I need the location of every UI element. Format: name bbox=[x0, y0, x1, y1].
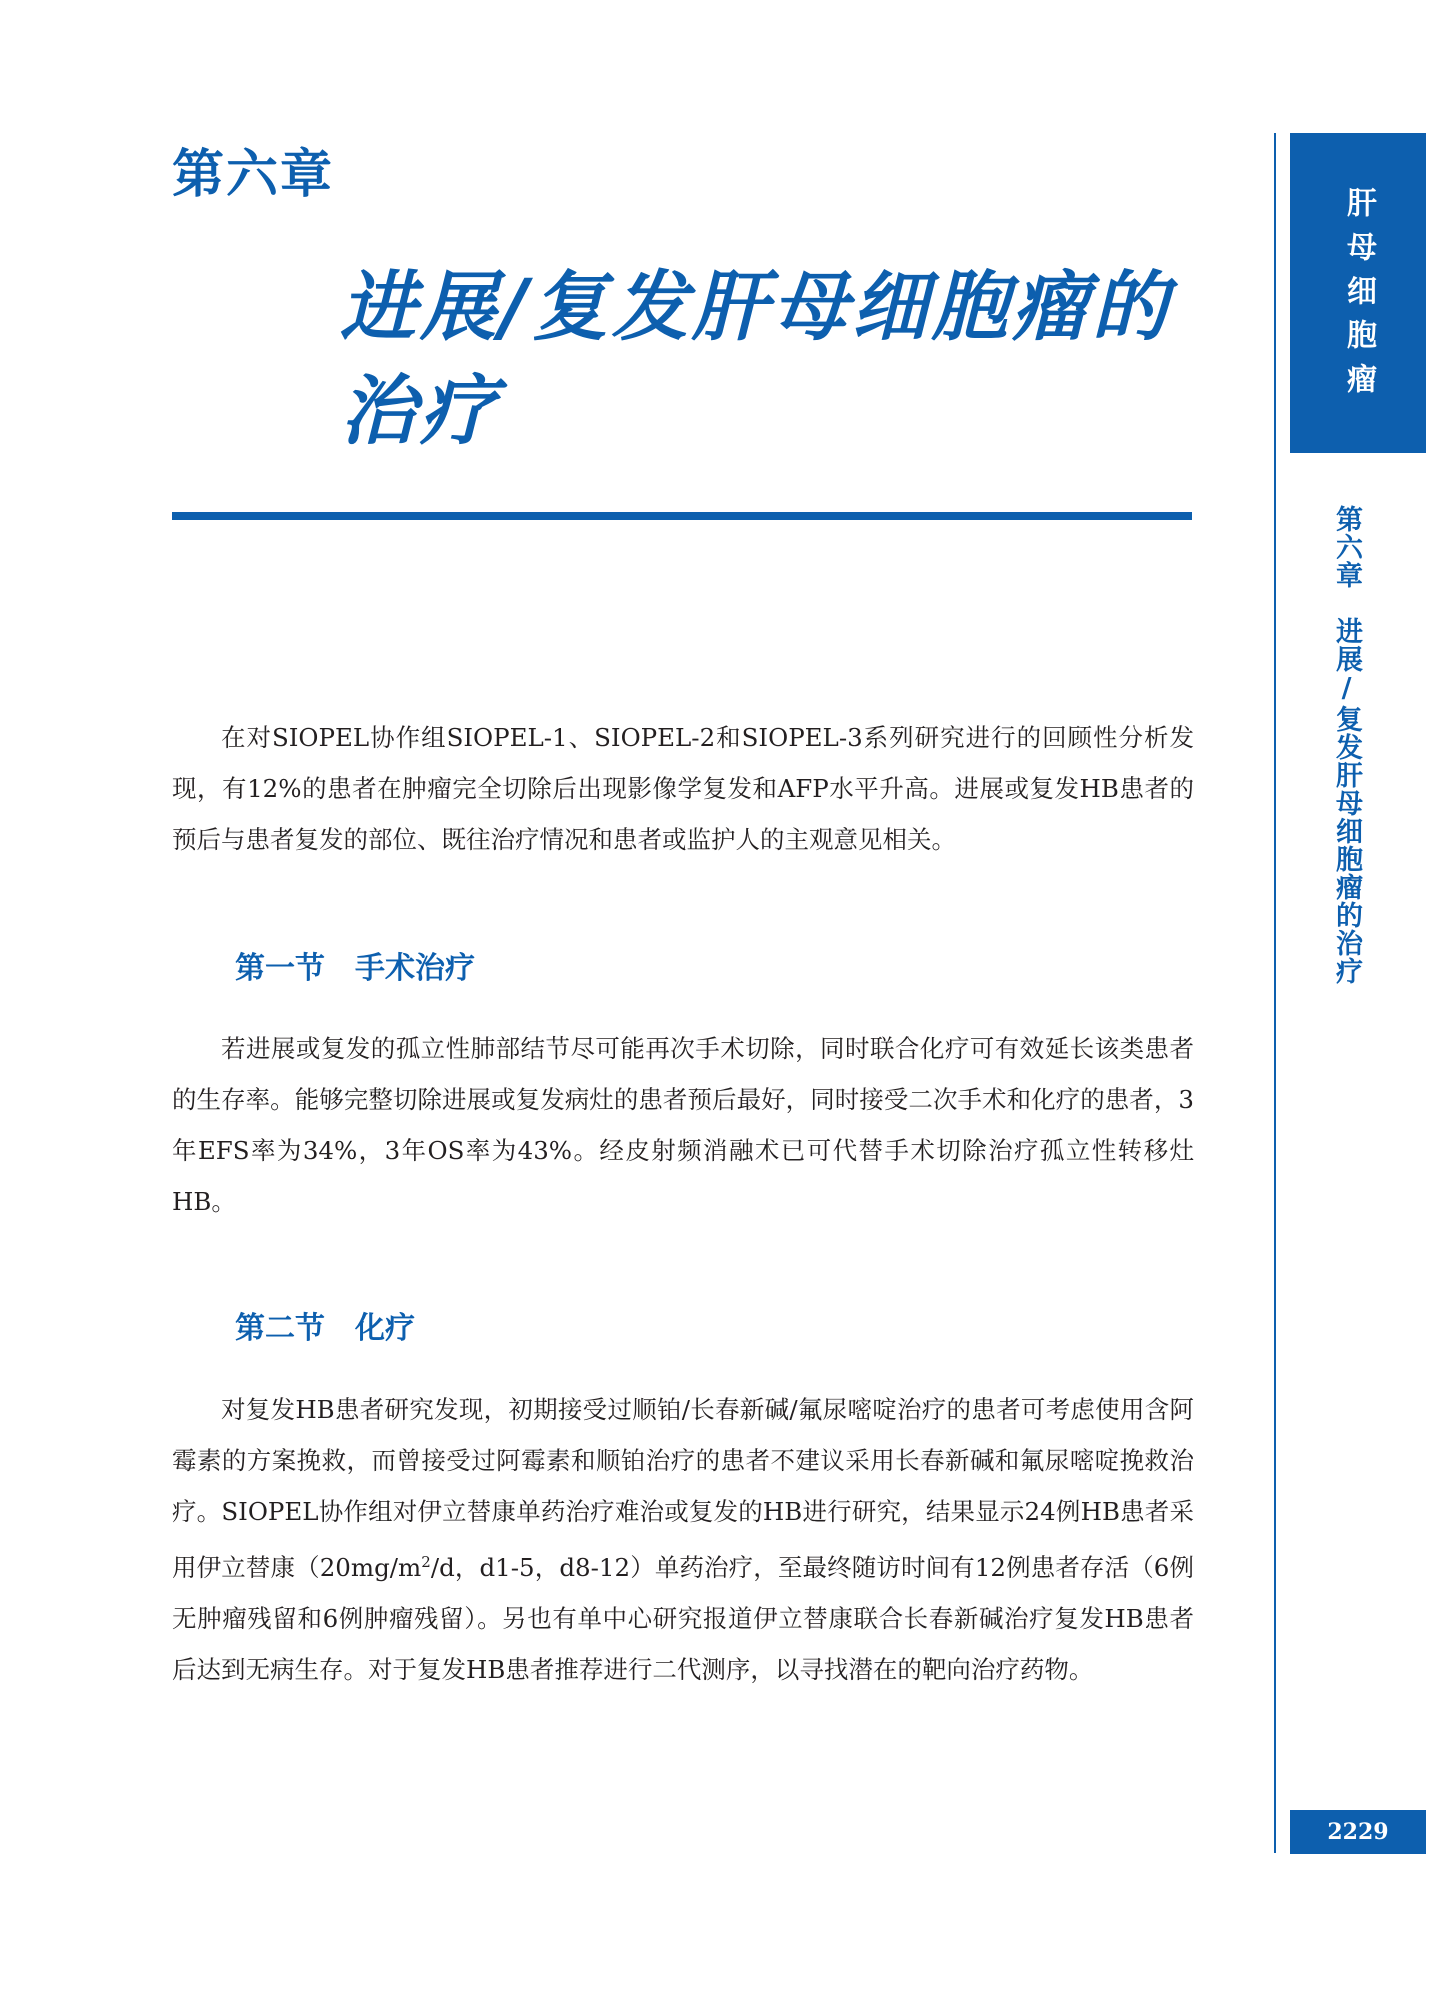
title-divider bbox=[172, 512, 1192, 520]
section-paragraph-chemotherapy bbox=[172, 1384, 1194, 1695]
superscript-2: 2 bbox=[421, 1553, 431, 1571]
section-heading-chemotherapy: 第二节 化疗 bbox=[235, 1311, 415, 1346]
side-tab bbox=[1290, 133, 1426, 453]
running-head: 第六章 进展/复发肝母细胞瘤的治疗 bbox=[1331, 505, 1362, 985]
page-number: 2229 bbox=[1290, 1810, 1426, 1854]
chapter-label: 第六章 bbox=[172, 145, 335, 205]
chemo-text-part-2: /d，d1-5，d8-12）单药治疗，至最终随访时间有12例患者存活（6例无肿瘤残留和6例肿瘤残留）。另也有单中心研究报道伊立替康联合长春新碱治疗复发HB患者后达到无病生存。对于复发HB患者推荐进行二代测序，以寻找潜在的靶向治疗药物。 bbox=[172, 1553, 1195, 1685]
intro-paragraph: 在对SIOPEL协作组SIOPEL-1、SIOPEL-2和SIOPEL-3系列研究进行的回顾性分析发现，有12%的患者在肿瘤完全切除后出现影像学复发和AFP水平升高。进展或复发HB患者的预后与患者复发的部位、既往治疗情况和患者或监护人的主观意见相关。 bbox=[172, 723, 1194, 854]
section-paragraph-surgery: 若进展或复发的孤立性肺部结节尽可能再次手术切除，同时联合化疗可有效延长该类患者的生存率。能够完整切除进展或复发病灶的患者预后最好，同时接受二次手术和化疗的患者，3年EFS率为34%，3年OS率为43%。经皮射频消融术已可代替手术切除治疗孤立性转移灶HB。 bbox=[172, 1034, 1194, 1216]
chapter-title: 进展/复发肝母细胞瘤的治疗 bbox=[340, 262, 1172, 455]
section-heading-surgery: 第一节 手术治疗 bbox=[235, 951, 475, 986]
chemo-text-part-1: 对复发HB患者研究发现，初期接受过顺铂/长春新碱/氟尿嘧啶治疗的患者可考虑使用含阿霉素的方案挽救，而曾接受过阿霉素和顺铂治疗的患者不建议采用长春新碱和氟尿嘧啶挽救治疗。SIOPEL协作组对伊立替康单药治疗难治或复发的HB进行研究，结果显示24例HB患者采用伊立替康（20mg/m bbox=[172, 1395, 1194, 1583]
side-tab-label: 肝母细胞瘤 bbox=[1341, 187, 1376, 407]
margin-rule bbox=[1274, 133, 1276, 1853]
